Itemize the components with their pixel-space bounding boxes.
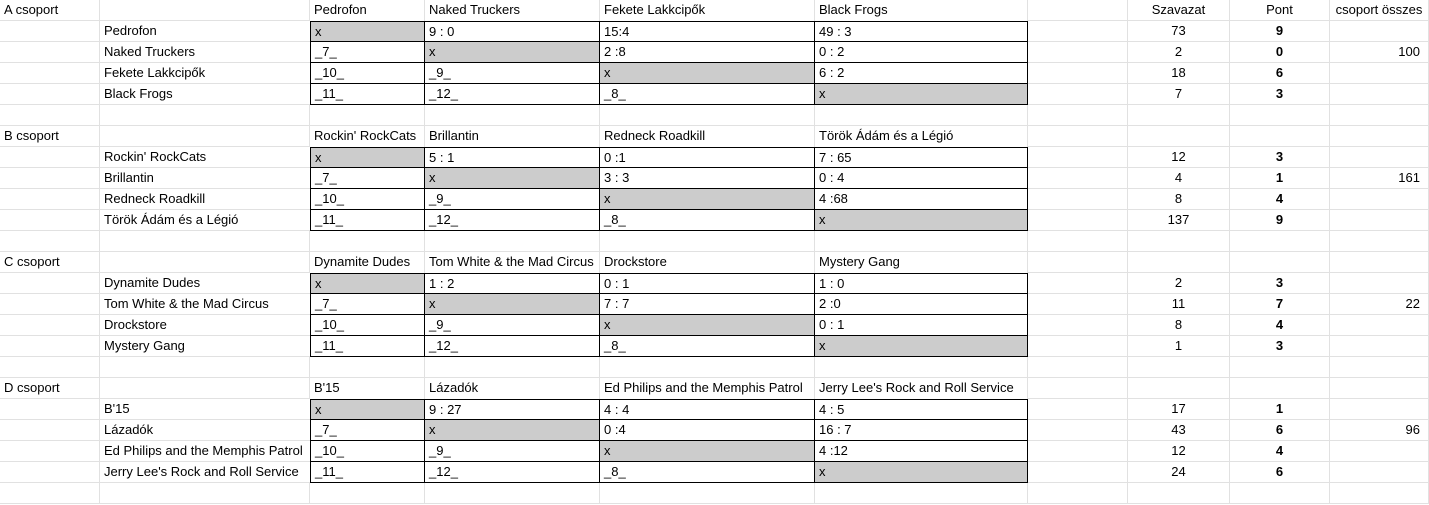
team-name-cell[interactable]: Redneck Roadkill [100,189,310,210]
empty-cell[interactable] [1028,42,1128,63]
score-cell[interactable]: 9 : 27 [425,399,600,420]
team-header-cell[interactable]: Fekete Lakkcipők [600,0,815,21]
empty-cell[interactable] [310,231,425,252]
team-name-cell[interactable]: Török Ádám és a Légió [100,210,310,231]
empty-cell[interactable] [0,84,100,105]
empty-cell[interactable] [815,357,1028,378]
empty-cell[interactable] [1128,252,1230,273]
team-header-cell[interactable]: Tom White & the Mad Circus [425,252,600,273]
team-name-cell[interactable]: Pedrofon [100,21,310,42]
group-total-value-cell[interactable]: 161 [1330,168,1429,189]
team-name-cell[interactable]: Mystery Gang [100,336,310,357]
team-name-cell[interactable]: Fekete Lakkcipők [100,63,310,84]
empty-cell[interactable] [100,252,310,273]
empty-cell[interactable] [0,294,100,315]
empty-cell[interactable] [1028,252,1128,273]
diagonal-x-cell[interactable]: x [600,315,815,336]
group-label-cell[interactable]: D csoport [0,378,100,399]
empty-cell[interactable] [1330,252,1429,273]
empty-cell[interactable] [600,105,815,126]
empty-cell[interactable] [100,231,310,252]
team-header-cell[interactable]: Redneck Roadkill [600,126,815,147]
empty-cell[interactable] [1330,84,1429,105]
empty-cell[interactable] [425,483,600,504]
team-header-cell[interactable]: Ed Philips and the Memphis Patrol [600,378,815,399]
team-header-cell[interactable]: Mystery Gang [815,252,1028,273]
score-cell[interactable]: 16 : 7 [815,420,1028,441]
empty-cell[interactable] [100,357,310,378]
empty-cell[interactable] [1028,378,1128,399]
empty-cell[interactable] [1230,357,1330,378]
empty-cell[interactable] [1028,0,1128,21]
empty-cell[interactable] [425,231,600,252]
szavazat-value-cell[interactable]: 8 [1128,315,1230,336]
empty-cell[interactable] [0,420,100,441]
empty-cell[interactable] [100,126,310,147]
empty-cell[interactable] [1330,399,1429,420]
szavazat-value-cell[interactable]: 18 [1128,63,1230,84]
diagonal-x-cell[interactable]: x [600,63,815,84]
score-cell[interactable]: 3 : 3 [600,168,815,189]
score-cell[interactable]: 0 : 4 [815,168,1028,189]
team-header-cell[interactable]: Török Ádám és a Légió [815,126,1028,147]
team-name-cell[interactable]: Drockstore [100,315,310,336]
group-total-value-cell[interactable]: 22 [1330,294,1429,315]
diagonal-x-cell[interactable]: x [425,420,600,441]
score-cell[interactable]: 0 : 1 [600,273,815,294]
empty-cell[interactable] [425,357,600,378]
match-number-cell[interactable]: _8_ [600,84,815,105]
empty-cell[interactable] [1330,273,1429,294]
empty-cell[interactable] [1230,126,1330,147]
team-name-cell[interactable]: Naked Truckers [100,42,310,63]
empty-cell[interactable] [310,357,425,378]
szavazat-value-cell[interactable]: 17 [1128,399,1230,420]
empty-cell[interactable] [600,483,815,504]
empty-cell[interactable] [1230,231,1330,252]
match-number-cell[interactable]: _7_ [310,42,425,63]
empty-cell[interactable] [1330,462,1429,483]
pont-value-cell[interactable]: 7 [1230,294,1330,315]
empty-cell[interactable] [1330,336,1429,357]
team-header-cell[interactable]: Lázadók [425,378,600,399]
empty-cell[interactable] [0,21,100,42]
pont-value-cell[interactable]: 1 [1230,168,1330,189]
empty-cell[interactable] [1230,483,1330,504]
diagonal-x-cell[interactable]: x [815,210,1028,231]
pont-value-cell[interactable]: 0 [1230,42,1330,63]
diagonal-x-cell[interactable]: x [310,147,425,168]
empty-cell[interactable] [0,462,100,483]
szavazat-value-cell[interactable]: 12 [1128,147,1230,168]
score-cell[interactable]: 7 : 65 [815,147,1028,168]
empty-cell[interactable] [1028,420,1128,441]
empty-cell[interactable] [1028,21,1128,42]
empty-cell[interactable] [1028,273,1128,294]
diagonal-x-cell[interactable]: x [310,21,425,42]
empty-cell[interactable] [0,42,100,63]
pont-value-cell[interactable]: 6 [1230,420,1330,441]
empty-cell[interactable] [1128,105,1230,126]
group-total-header-cell[interactable]: csoport összes [1330,0,1429,21]
empty-cell[interactable] [1028,357,1128,378]
empty-cell[interactable] [1330,231,1429,252]
empty-cell[interactable] [1028,231,1128,252]
empty-cell[interactable] [1028,126,1128,147]
score-cell[interactable]: 0 : 1 [815,315,1028,336]
empty-cell[interactable] [0,441,100,462]
group-label-cell[interactable]: B csoport [0,126,100,147]
match-number-cell[interactable]: _8_ [600,462,815,483]
diagonal-x-cell[interactable]: x [815,336,1028,357]
match-number-cell[interactable]: _7_ [310,420,425,441]
szavazat-value-cell[interactable]: 24 [1128,462,1230,483]
diagonal-x-cell[interactable]: x [815,462,1028,483]
match-number-cell[interactable]: _7_ [310,168,425,189]
empty-cell[interactable] [1028,315,1128,336]
empty-cell[interactable] [1330,105,1429,126]
empty-cell[interactable] [815,483,1028,504]
diagonal-x-cell[interactable]: x [425,42,600,63]
team-name-cell[interactable]: Lázadók [100,420,310,441]
score-cell[interactable]: 49 : 3 [815,21,1028,42]
pont-value-cell[interactable]: 1 [1230,399,1330,420]
score-cell[interactable]: 5 : 1 [425,147,600,168]
empty-cell[interactable] [0,483,100,504]
team-name-cell[interactable]: B'15 [100,399,310,420]
empty-cell[interactable] [1330,210,1429,231]
empty-cell[interactable] [0,399,100,420]
score-cell[interactable]: 0 :1 [600,147,815,168]
empty-cell[interactable] [1330,126,1429,147]
szavazat-header-cell[interactable]: Szavazat [1128,0,1230,21]
pont-value-cell[interactable]: 3 [1230,336,1330,357]
match-number-cell[interactable]: _12_ [425,462,600,483]
empty-cell[interactable] [0,63,100,84]
empty-cell[interactable] [1230,105,1330,126]
pont-value-cell[interactable]: 4 [1230,189,1330,210]
empty-cell[interactable] [0,189,100,210]
empty-cell[interactable] [1330,357,1429,378]
team-name-cell[interactable]: Brillantin [100,168,310,189]
empty-cell[interactable] [1330,483,1429,504]
diagonal-x-cell[interactable]: x [815,84,1028,105]
score-cell[interactable]: 6 : 2 [815,63,1028,84]
match-number-cell[interactable]: _8_ [600,336,815,357]
score-cell[interactable]: 4 : 4 [600,399,815,420]
empty-cell[interactable] [1028,210,1128,231]
empty-cell[interactable] [1330,147,1429,168]
empty-cell[interactable] [1028,441,1128,462]
group-label-cell[interactable]: C csoport [0,252,100,273]
szavazat-value-cell[interactable]: 1 [1128,336,1230,357]
empty-cell[interactable] [1028,168,1128,189]
match-number-cell[interactable]: _10_ [310,189,425,210]
group-label-cell[interactable]: A csoport [0,0,100,21]
match-number-cell[interactable]: _12_ [425,336,600,357]
match-number-cell[interactable]: _9_ [425,63,600,84]
match-number-cell[interactable]: _11_ [310,84,425,105]
empty-cell[interactable] [0,315,100,336]
szavazat-value-cell[interactable]: 2 [1128,273,1230,294]
team-header-cell[interactable]: Black Frogs [815,0,1028,21]
szavazat-value-cell[interactable]: 11 [1128,294,1230,315]
empty-cell[interactable] [1028,462,1128,483]
team-header-cell[interactable]: Rockin' RockCats [310,126,425,147]
match-number-cell[interactable]: _10_ [310,441,425,462]
empty-cell[interactable] [0,147,100,168]
team-name-cell[interactable]: Dynamite Dudes [100,273,310,294]
match-number-cell[interactable]: _10_ [310,315,425,336]
match-number-cell[interactable]: _7_ [310,294,425,315]
team-name-cell[interactable]: Tom White & the Mad Circus [100,294,310,315]
szavazat-value-cell[interactable]: 43 [1128,420,1230,441]
empty-cell[interactable] [1330,441,1429,462]
team-header-cell[interactable]: Pedrofon [310,0,425,21]
empty-cell[interactable] [100,378,310,399]
pont-value-cell[interactable]: 6 [1230,462,1330,483]
score-cell[interactable]: 0 :4 [600,420,815,441]
score-cell[interactable]: 2 :0 [815,294,1028,315]
empty-cell[interactable] [600,231,815,252]
pont-value-cell[interactable]: 6 [1230,63,1330,84]
team-name-cell[interactable]: Ed Philips and the Memphis Patrol [100,441,310,462]
szavazat-value-cell[interactable]: 8 [1128,189,1230,210]
empty-cell[interactable] [100,483,310,504]
match-number-cell[interactable]: _8_ [600,210,815,231]
empty-cell[interactable] [1330,378,1429,399]
diagonal-x-cell[interactable]: x [600,441,815,462]
pont-header-cell[interactable]: Pont [1230,0,1330,21]
empty-cell[interactable] [1028,483,1128,504]
diagonal-x-cell[interactable]: x [310,399,425,420]
match-number-cell[interactable]: _9_ [425,189,600,210]
match-number-cell[interactable]: _11_ [310,210,425,231]
score-cell[interactable]: 15:4 [600,21,815,42]
empty-cell[interactable] [600,357,815,378]
match-number-cell[interactable]: _12_ [425,210,600,231]
empty-cell[interactable] [100,105,310,126]
empty-cell[interactable] [1128,378,1230,399]
score-cell[interactable]: 9 : 0 [425,21,600,42]
match-number-cell[interactable]: _12_ [425,84,600,105]
szavazat-value-cell[interactable]: 4 [1128,168,1230,189]
diagonal-x-cell[interactable]: x [425,168,600,189]
match-number-cell[interactable]: _9_ [425,441,600,462]
team-header-cell[interactable]: B'15 [310,378,425,399]
szavazat-value-cell[interactable]: 12 [1128,441,1230,462]
diagonal-x-cell[interactable]: x [425,294,600,315]
empty-cell[interactable] [0,210,100,231]
pont-value-cell[interactable]: 9 [1230,21,1330,42]
empty-cell[interactable] [1028,399,1128,420]
empty-cell[interactable] [1028,294,1128,315]
score-cell[interactable]: 4 : 5 [815,399,1028,420]
team-header-cell[interactable]: Jerry Lee's Rock and Roll Service [815,378,1028,399]
pont-value-cell[interactable]: 4 [1230,441,1330,462]
diagonal-x-cell[interactable]: x [310,273,425,294]
team-name-cell[interactable]: Jerry Lee's Rock and Roll Service [100,462,310,483]
empty-cell[interactable] [1330,189,1429,210]
empty-cell[interactable] [310,483,425,504]
team-name-cell[interactable]: Rockin' RockCats [100,147,310,168]
match-number-cell[interactable]: _11_ [310,336,425,357]
team-header-cell[interactable]: Drockstore [600,252,815,273]
pont-value-cell[interactable]: 3 [1230,147,1330,168]
match-number-cell[interactable]: _11_ [310,462,425,483]
empty-cell[interactable] [100,0,310,21]
team-header-cell[interactable]: Naked Truckers [425,0,600,21]
team-header-cell[interactable]: Brillantin [425,126,600,147]
match-number-cell[interactable]: _10_ [310,63,425,84]
pont-value-cell[interactable]: 3 [1230,273,1330,294]
empty-cell[interactable] [1128,126,1230,147]
score-cell[interactable]: 4 :68 [815,189,1028,210]
empty-cell[interactable] [1330,315,1429,336]
empty-cell[interactable] [1028,189,1128,210]
szavazat-value-cell[interactable]: 137 [1128,210,1230,231]
empty-cell[interactable] [1028,105,1128,126]
empty-cell[interactable] [0,273,100,294]
team-header-cell[interactable]: Dynamite Dudes [310,252,425,273]
score-cell[interactable]: 1 : 2 [425,273,600,294]
empty-cell[interactable] [0,168,100,189]
score-cell[interactable]: 7 : 7 [600,294,815,315]
empty-cell[interactable] [0,231,100,252]
group-total-value-cell[interactable]: 96 [1330,420,1429,441]
match-number-cell[interactable]: _9_ [425,315,600,336]
szavazat-value-cell[interactable]: 2 [1128,42,1230,63]
empty-cell[interactable] [1028,147,1128,168]
empty-cell[interactable] [0,336,100,357]
empty-cell[interactable] [310,105,425,126]
pont-value-cell[interactable]: 4 [1230,315,1330,336]
empty-cell[interactable] [0,105,100,126]
empty-cell[interactable] [1128,483,1230,504]
empty-cell[interactable] [1128,357,1230,378]
score-cell[interactable]: 2 :8 [600,42,815,63]
score-cell[interactable]: 4 :12 [815,441,1028,462]
empty-cell[interactable] [1230,378,1330,399]
diagonal-x-cell[interactable]: x [600,189,815,210]
szavazat-value-cell[interactable]: 73 [1128,21,1230,42]
group-total-value-cell[interactable]: 100 [1330,42,1429,63]
empty-cell[interactable] [1028,84,1128,105]
empty-cell[interactable] [1230,252,1330,273]
team-name-cell[interactable]: Black Frogs [100,84,310,105]
pont-value-cell[interactable]: 9 [1230,210,1330,231]
score-cell[interactable]: 0 : 2 [815,42,1028,63]
empty-cell[interactable] [0,357,100,378]
empty-cell[interactable] [425,105,600,126]
empty-cell[interactable] [1330,21,1429,42]
empty-cell[interactable] [815,105,1028,126]
empty-cell[interactable] [1028,63,1128,84]
empty-cell[interactable] [1330,63,1429,84]
empty-cell[interactable] [1028,336,1128,357]
pont-value-cell[interactable]: 3 [1230,84,1330,105]
szavazat-value-cell[interactable]: 7 [1128,84,1230,105]
empty-cell[interactable] [1128,231,1230,252]
score-cell[interactable]: 1 : 0 [815,273,1028,294]
empty-cell[interactable] [815,231,1028,252]
